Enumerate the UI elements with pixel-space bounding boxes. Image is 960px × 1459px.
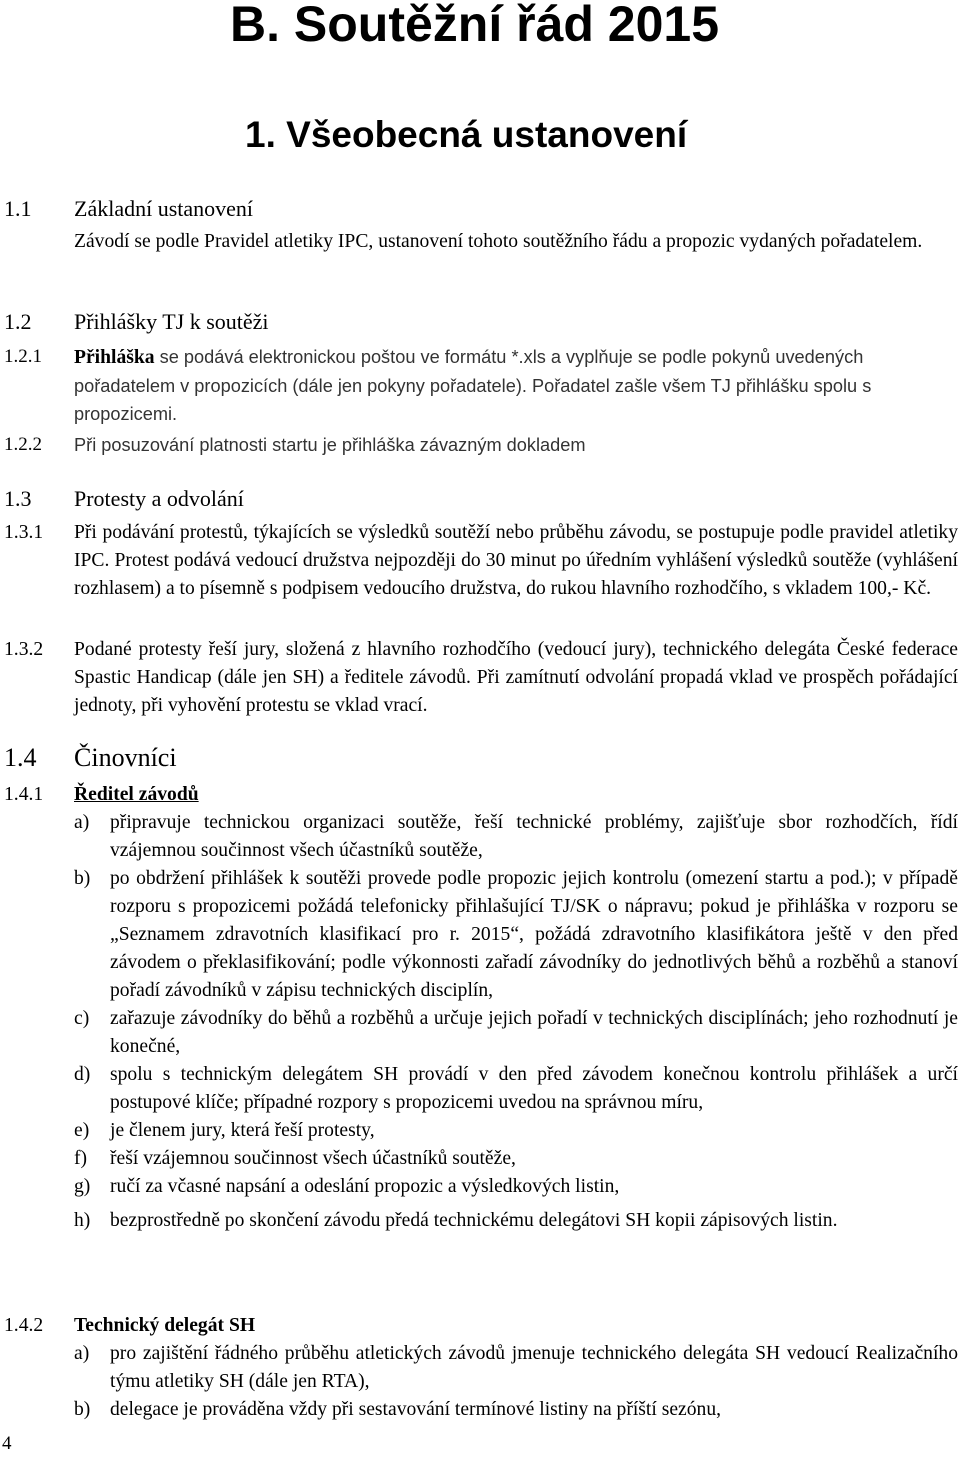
list-item: c) zařazuje závodníky do běhů a rozběhů a určuje jejich pořadí v technických disciplínách; jeho rozhodnutí je konečné, [74,1008,958,1057]
chapter-heading: 1. Všeobecná ustanovení [245,114,688,155]
paragraph-text: Při posuzování platnosti startu je přihláška závazným dokladem [74,435,586,455]
paragraph-number: 1.2.1 [4,346,42,367]
paragraph-number: 1.4.2 [4,1315,44,1336]
list-item: d) spolu s technickým delegátem SH provádí v den před závodem konečnou kontrolu přihlášek a určí postupové klíče; případné rozpory s propozicemi uvedou na správnou míru, [74,1064,958,1113]
list-item: e) je členem jury, která řeší protesty, [74,1120,375,1141]
list-item: a) připravuje technickou organizaci soutěže, řeší technické problémy, zajišťuje sbor rozhodčích, řídí vzájemnou součinnost všech účastníků soutěže, [74,812,958,861]
section-number: 1.4 [4,743,37,772]
section-title: Protesty a odvolání [74,486,244,511]
section-number: 1.3 [4,486,32,511]
delegate-duties-list [74,1340,958,1424]
list-item: b) delegace je prováděna vždy při sestavování termínové listiny na příští sezónu, [74,1399,722,1420]
section-title: Základní ustanovení [74,196,254,221]
list-item: g) ručí za včasné napsání a odeslání propozic a výsledkových listin, [74,1176,620,1197]
list-item: h) bezprostředně po skončení závodu předá technickému delegátovi SH kopii zápisových listin. [74,1210,838,1231]
section-number: 1.2 [4,309,32,334]
paragraph-number: 1.2.2 [4,434,42,455]
subsection-title: Technický delegát SH [74,1315,256,1336]
paragraph-text: Podané protesty řeší jury, složená z hlavního rozhodčího (vedoucí jury), technického delegáta České federace Spastic Handicap (dále jen SH) a ředitele závodů. Při zamítnutí odvolání propadá vklad ve prospěch pořádající jednoty, při vyhovění protestu se vklad vrací. [74,639,958,716]
list-item: b) po obdržení přihlášek k soutěži provede podle propozic jejich kontrolu (omezení startu a pod.); v případě rozporu s propozicemi požádá telefonicky přihlašující TJ/SK o nápravu; pokud je přihláška v rozporu se „Seznamem zdravotních klasifikací pro r. 2015“, požádá zdravotního klasifikátora ještě v den před závodem o překlasifikování; podle výkonnosti zařadí závodníky do jednotlivých běhů a rozběhů a stanoví pořadí závodníků v zápisu technických disciplín, [74,868,958,1001]
paragraph-text: Závodí se podle Pravidel atletiky IPC, ustanovení tohoto soutěžního řádu a propozic vydaných pořadatelem. [74,231,923,252]
section-title: Činovníci [74,743,177,772]
section-title: Přihlášky TJ k soutěži [74,309,269,334]
subsection-title: Ředitel závodů [74,784,199,805]
paragraph-number: 1.3.1 [4,522,44,543]
section-number: 1.1 [4,196,32,221]
list-item: a) pro zajištění řádného průběhu atletických závodů jmenuje technického delegáta SH vedoucí Realizačního týmu atletiky SH (dále jen RTA), [74,1343,958,1392]
list-item: f) řeší vzájemnou součinnost všech účastníků soutěže, [74,1148,516,1169]
document-title: B. Soutěžní řád 2015 [230,0,720,52]
paragraph-body [74,343,960,428]
page-number: 4 [2,1433,12,1454]
paragraph-number: 1.3.2 [4,639,44,660]
paragraph-text: Při podávání protestů, týkajících se výsledků soutěží nebo průběhu závodu, se postupuje podle pravidel atletiky IPC. Protest podává vedoucí družstva nejpozději do 30 minut po úředním vyhlášení výsledků soutěže (vyhlášení rozhlasem) a to písemně s podpisem vedoucího družstva, do rukou hlavního rozhodčího, s vkladem 100,- Kč. [74,522,958,599]
paragraph-bold-term: Přihláška [74,347,155,368]
paragraph-number: 1.4.1 [4,784,44,805]
paragraph-text: se podává elektronickou poštou ve formátu *.xls a vyplňuje se podle pokynů uvedených pořadatelem v propozicích (dále jen pokyny pořadatele). Pořadatel zašle všem TJ přihlášku spolu s propozicemi. [74,347,872,424]
director-duties-list [74,809,958,1235]
